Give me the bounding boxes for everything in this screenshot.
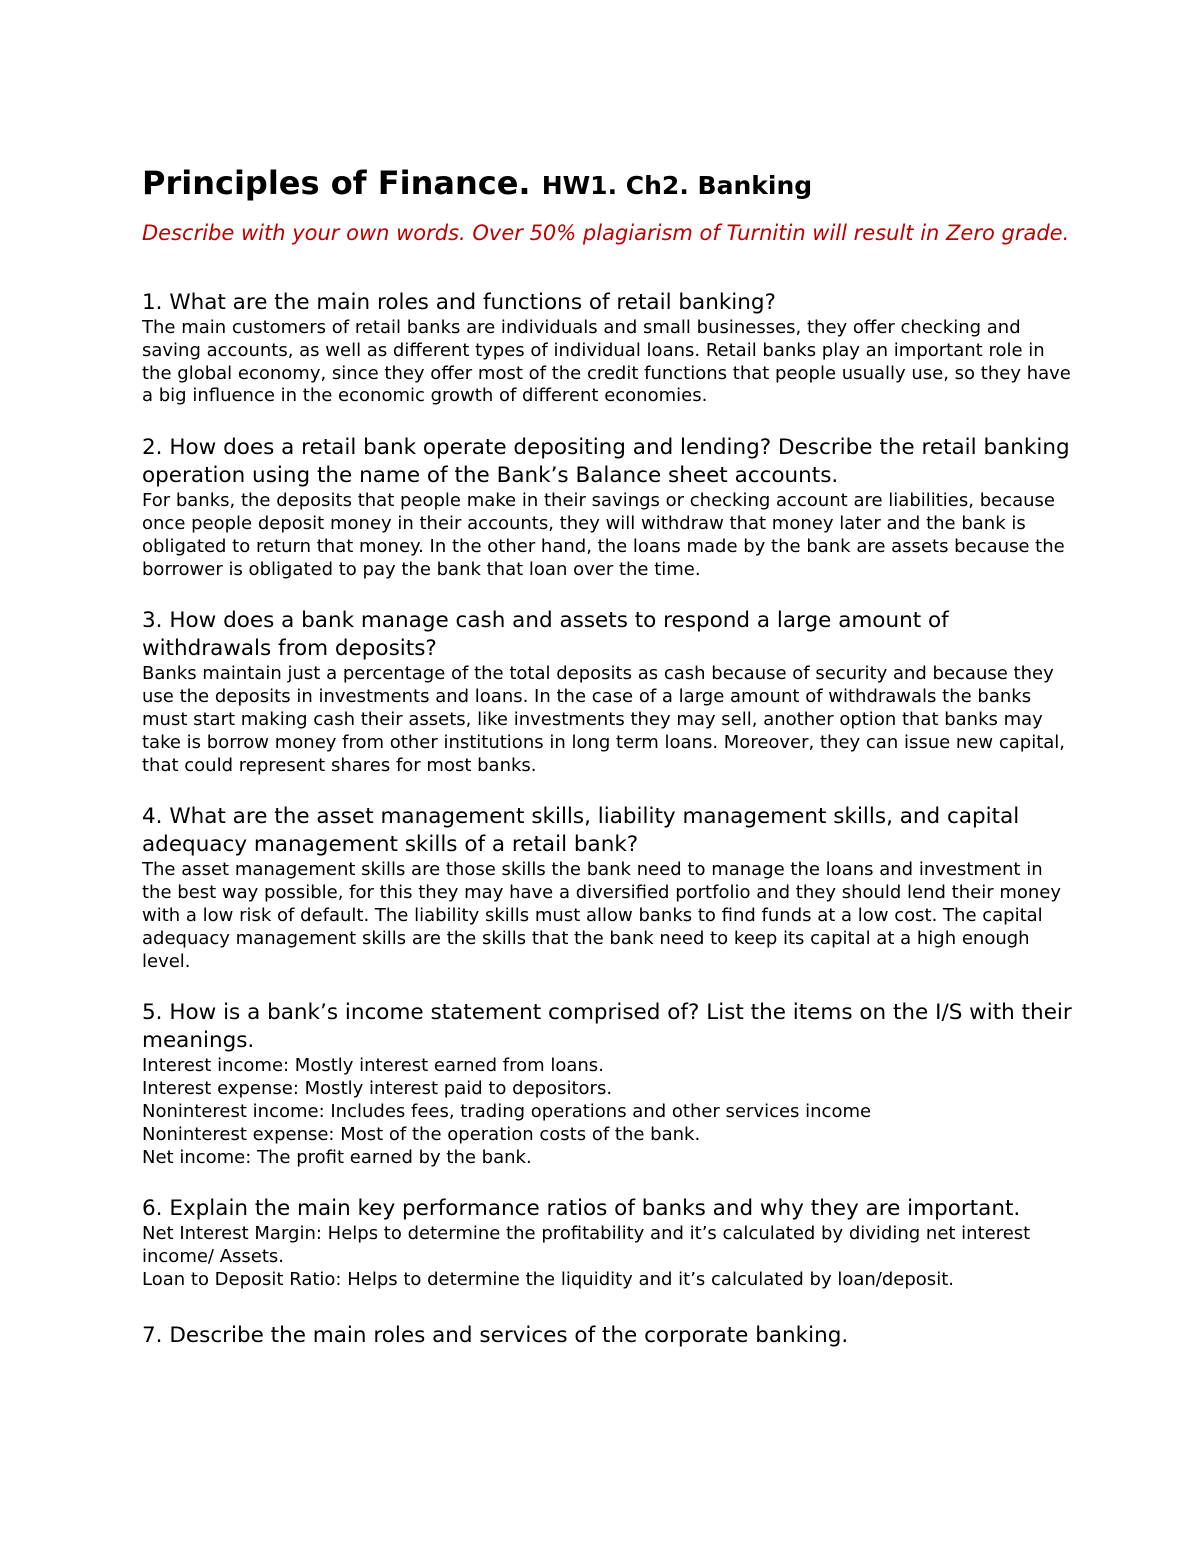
question-title: 4. What are the asset management skills, liability management skills, and capital adequacy management skills of a retail bank? [142,804,1020,858]
answer-paragraph: Loan to Deposit Ratio: Helps to determine the liquidity and it’s calculated by loan/deposit. [142,1268,954,1290]
course-title: Principles of Finance. [142,164,531,202]
question-block [142,1322,1072,1350]
question-title: 1. What are the main roles and functions of retail banking? [142,290,776,315]
answer-body [142,1055,1072,1169]
question-title: 3. How does a bank manage cash and assets to respond a large amount of withdrawals from deposits? [142,608,949,662]
question-title: 2. How does a retail bank operate depositing and lending? Describe the retail banking operation using the name of the Bank’s Balance sheet accounts. [142,435,1070,489]
question-block [142,803,1072,973]
answer-paragraph: Noninterest expense: Most of the operation costs of the bank. [142,1123,701,1145]
answer-paragraph: Banks maintain just a percentage of the total deposits as cash because of security and because they use the deposits in investments and loans. In the case of a large amount of withdrawals the banks must start making cash their assets, like investments they may sell, another option that banks may take is borrow money from other institutions in long term loans. Moreover, they can issue new capital, that could represent shares for most banks. [142,663,1066,776]
answer-paragraph: Interest expense: Mostly interest paid to depositors. [142,1078,613,1100]
answer-paragraph: Noninterest income: Includes fees, trading operations and other services income [142,1100,872,1122]
answer-paragraph: Net income: The profit earned by the bank. [142,1146,532,1168]
document-title [142,164,1072,205]
answer-body [142,859,1072,973]
question-block [142,999,1072,1169]
question-title: 5. How is a bank’s income statement comprised of? List the items on the I/S with their meanings. [142,1000,1072,1054]
plagiarism-instruction: Describe with your own words. Over 50% plagiarism of Turnitin will result in Zero grade. [142,221,1070,245]
question-block [142,434,1072,581]
answer-paragraph: The asset management skills are those skills the bank need to manage the loans and investment in the best way possible, for this they may have a diversified portfolio and they should lend their money with a low risk of default. The liability skills must allow banks to find funds at a low cost. The capital adequacy management skills are the skills that the bank need to keep its capital at a high enough level. [142,859,1062,972]
answer-body [142,490,1072,581]
document-page [142,164,1072,1350]
answer-paragraph: The main customers of retail banks are individuals and small businesses, they offer checking and saving accounts, as well as different types of individual loans. Retail banks play an important role in the global economy, since they offer most of the credit functions that people usually use, so they have a big influence in the economic growth of different economies. [142,317,1071,407]
question-list [142,289,1072,1350]
question-title: 7. Describe the main roles and services of the corporate banking. [142,1322,849,1348]
answer-paragraph: Interest income: Mostly interest earned from loans. [142,1055,604,1077]
answer-paragraph: For banks, the deposits that people make in their savings or checking account are liabilities, because once people deposit money in their accounts, they will withdraw that money later and the bank is obligated to return that money. In the other hand, the loans made by the bank are assets because the borrower is obligated to pay the bank that loan over the time. [142,490,1065,580]
question-block [142,1195,1072,1291]
answer-body [142,317,1072,408]
question-title: 6. Explain the main key performance ratios of banks and why they are important. [142,1196,1021,1222]
question-block [142,289,1072,408]
assignment-subtitle: HW1. Ch2. Banking [541,171,813,200]
answer-body [142,1223,1072,1291]
answer-body [142,663,1072,777]
answer-paragraph: Net Interest Margin: Helps to determine the profitability and it’s calculated by dividing net interest income/ Assets. [142,1223,1031,1268]
question-block [142,607,1072,777]
